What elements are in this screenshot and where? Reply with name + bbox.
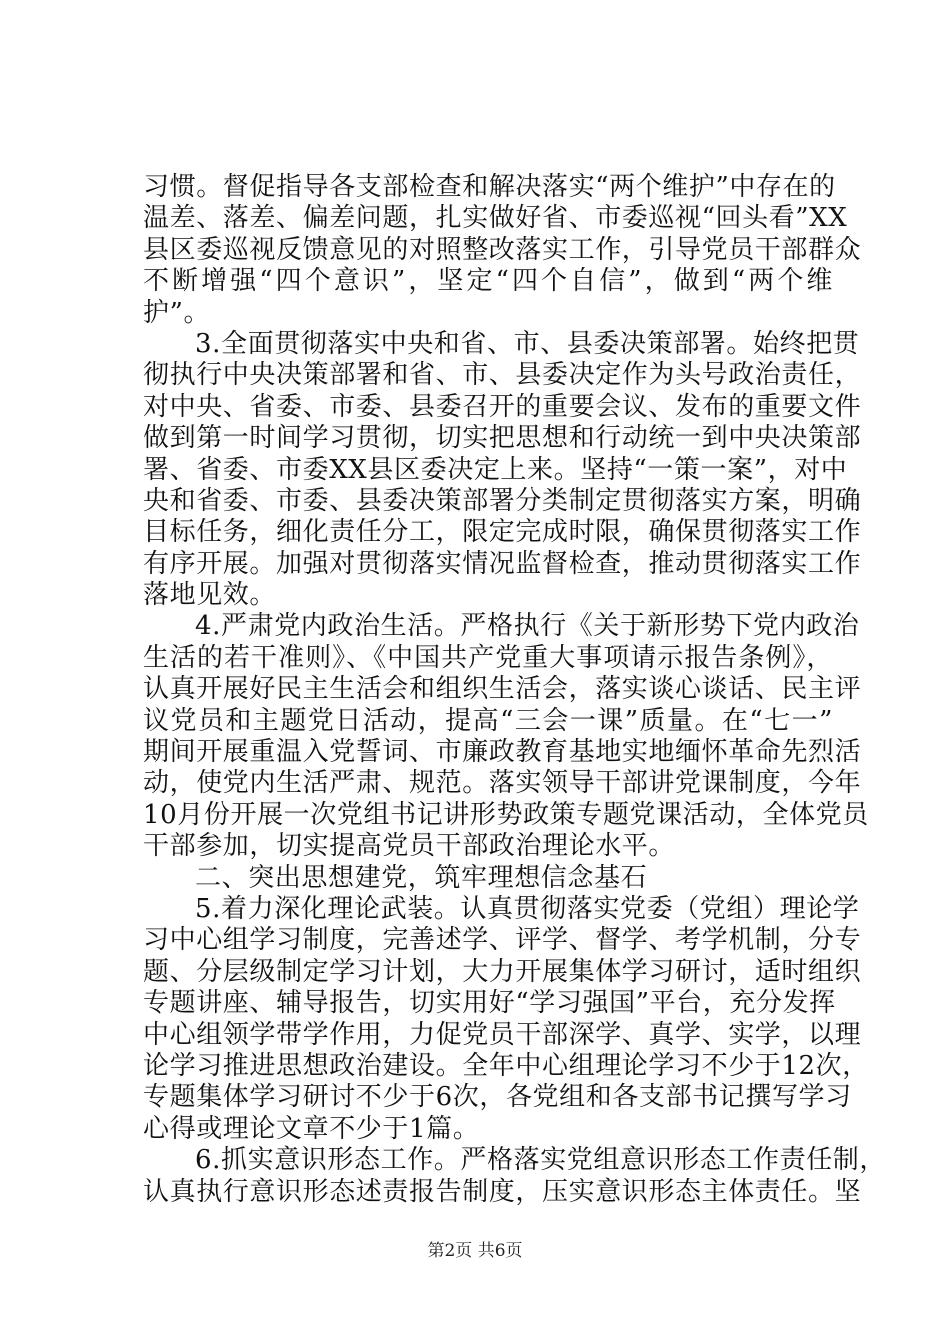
- paragraph-start-line: 3.全面贯彻落实中央和省、市、县委决策部署。始终把贯: [195, 328, 860, 359]
- text-line: 彻执行中央决策部署和省、市、县委决定作为头号政治责任，: [143, 360, 862, 391]
- text-line: 生活的若干准则》、《中国共产党重大事项请示报告条例》，: [143, 642, 833, 673]
- text-line: 习中心组学习制度，完善述学、评学、督学、考学机制，分专: [143, 925, 862, 956]
- text-line: 护”。: [143, 297, 211, 328]
- paragraph-start-line: 5.着力深化理论武装。认真贯彻落实党委（党组）理论学: [195, 893, 860, 924]
- section-heading: 二、突出思想建党，筑牢理想信念基石: [195, 862, 648, 893]
- text-line: 做到第一时间学习贯彻，切实把思想和行动统一到中央决策部: [143, 423, 862, 454]
- document-body: [143, 172, 887, 1208]
- text-line: 落地见效。: [143, 580, 277, 611]
- text-line: 10月份开展一次党组书记讲形势政策专题党课活动，全体党员: [143, 799, 869, 830]
- text-line: 期间开展重温入党誓词、市廉政教育基地实地缅怀革命先烈活: [143, 737, 862, 768]
- text-line: 心得或理论文章不少于1篇。: [143, 1113, 480, 1144]
- text-line: 论学习推进思想政治建设。全年中心组理论学习不少于12次，: [143, 1050, 869, 1081]
- text-line: 央和省委、市委、县委决策部署分类制定贯彻落实方案，明确: [143, 485, 862, 516]
- text-line: 专题集体学习研讨不少于6次，各党组和各支部书记撰写学习: [143, 1082, 852, 1113]
- text-line: 习惯。督促指导各支部检查和解决落实“两个维护”中存在的: [143, 172, 836, 202]
- text-line: 署、省委、市委XX县区委决定上来。坚持“一策一案”，对中: [143, 454, 848, 485]
- text-line: 题、分层级制定学习计划，大力开展集体学习研讨，适时组织: [143, 956, 862, 987]
- text-line: 认真执行意识形态述责报告制度，压实意识形态主体责任。坚: [143, 1176, 862, 1207]
- text-line: 有序开展。加强对贯彻落实情况监督检查，推动贯彻落实工作: [143, 548, 862, 579]
- page-indicator: 第2页 共6页: [427, 1241, 523, 1261]
- text-line: 干部参加，切实提高党员干部政治理论水平。: [143, 831, 676, 862]
- text-line: 温差、落差、偏差问题，扎实做好省、市委巡视“回头看”XX: [143, 203, 848, 234]
- text-line: 动，使党内生活严肃、规范。落实领导干部讲党课制度，今年: [143, 768, 862, 799]
- text-line: 专题讲座、辅导报告，切实用好“学习强国”平台，充分发挥: [143, 988, 836, 1019]
- page-footer: [0, 1240, 950, 1262]
- text-line: 对中央、省委、市委、县委召开的重要会议、发布的重要文件: [143, 391, 862, 422]
- text-line: 中心组领学带学作用，力促党员干部深学、真学、实学，以理: [143, 1019, 862, 1050]
- paragraph-start-line: 4.严肃党内政治生活。严格执行《关于新形势下党内政治: [195, 611, 860, 642]
- text-line: 议党员和主题党日活动，提高“三会一课”质量。在“七一”: [143, 705, 833, 736]
- text-line: 不断增强“四个意识”，坚定“四个自信”，做到“两个维: [143, 266, 833, 297]
- text-line: 目标任务，细化责任分工，限定完成时限，确保贯彻落实工作: [143, 517, 862, 548]
- text-line: 县区委巡视反馈意见的对照整改落实工作，引导党员干部群众: [143, 234, 862, 265]
- text-line: 认真开展好民主生活会和组织生活会，落实谈心谈话、民主评: [143, 674, 862, 705]
- paragraph-start-line: 6.抓实意识形态工作。严格落实党组意识形态工作责任制，: [195, 1145, 887, 1176]
